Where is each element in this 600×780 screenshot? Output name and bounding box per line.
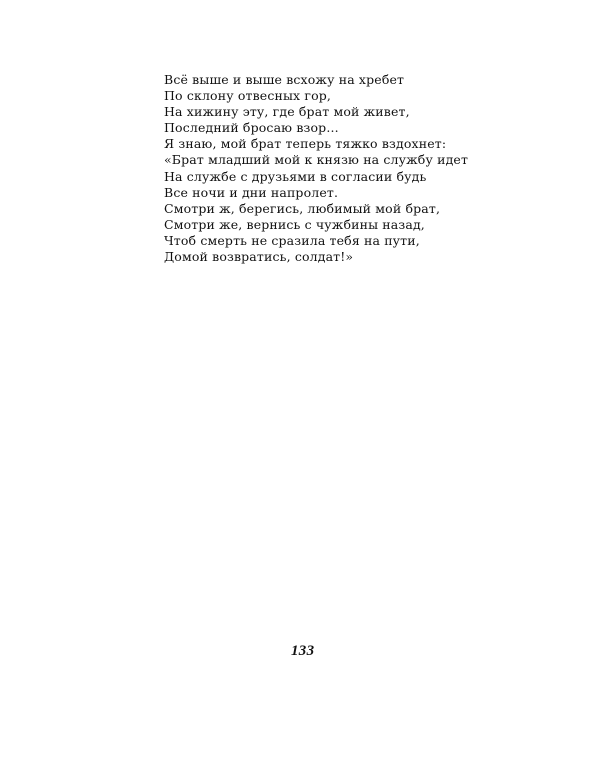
poem-line-6: «Брат младший мой к князю на службу идет — [164, 152, 469, 168]
poem-line-11: Чтоб смерть не сразила тебя на пути, — [164, 232, 420, 248]
poem-line-1: Всё выше и выше всхожу на хребет — [164, 72, 405, 87]
poem-line-9: Смотри ж, берегись, любимый мой брат, — [164, 200, 441, 216]
poem-line-2: По склону отвесных гор, — [164, 88, 332, 104]
poem-line-5: Я знаю, мой брат теперь тяжко вздохнет: — [164, 136, 447, 152]
poem-line-3: На хижину эту, где брат мой живет, — [164, 104, 410, 120]
poem-line-7: На службе с друзьями в согласии будь — [164, 168, 427, 184]
poem-block — [164, 72, 584, 265]
poem-line-8: Все ночи и дни напролет. — [164, 184, 339, 200]
page-number: 133 — [291, 643, 315, 659]
poem-line-10: Смотри же, вернись с чужбины назад, — [164, 216, 425, 232]
poem-line-4: Последний бросаю взор... — [164, 120, 339, 136]
poem-line-12: Домой возвратись, солдат!» — [164, 249, 354, 265]
